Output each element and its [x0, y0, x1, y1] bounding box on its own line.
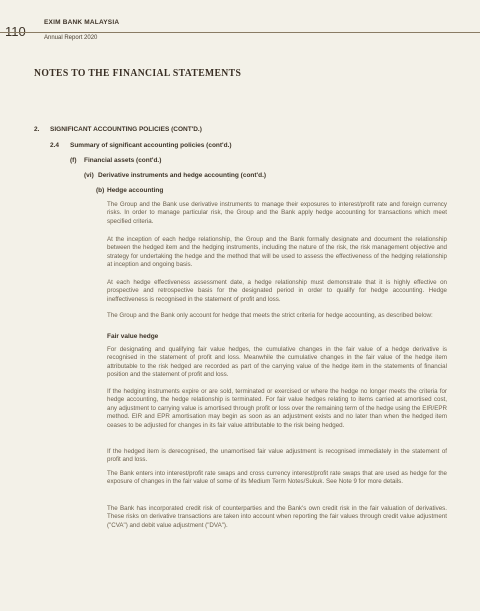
header-divider [0, 32, 480, 33]
heading-2-text: SIGNIFICANT ACCOUNTING POLICIES (CONT'D.) [50, 126, 202, 133]
heading-2-4-text: Summary of significant accounting policies (cont'd.) [70, 142, 232, 149]
heading-vi-number: (vi) [84, 172, 94, 179]
section-title: NOTES TO THE FINANCIAL STATEMENTS [34, 68, 242, 79]
heading-2-4 [50, 142, 232, 149]
heading-f [70, 157, 161, 164]
heading-2-number: 2. [34, 126, 40, 133]
page-number: 110 [5, 24, 26, 39]
paragraph-effectiveness: At each hedge effectiveness assessment date, a hedge relationship must demonstrate that it is highly effective on prospective and retrospective basis for the designated period in order to qualify for hedge accounting. Hedge ineffectiveness is recognised in the statement of profit and loss. [107, 279, 447, 303]
paragraph-fair-value-designation: For designating and qualifying fair value hedges, the cumulative changes in the fair value of a hedge derivative is recognised in the statement of profit and loss. Meanwhile the cumulative changes in the fair value of the hedge item attributable to the risk hedged are recorded as part of the carrying value of the hedge item in the statements of financial position and the statement of profit and loss. [107, 346, 447, 379]
paragraph-derivative-use: The Group and the Bank use derivative instruments to manage their exposures to interest/profit rate and foreign currency risks. In order to manage particular risk, the Group and the Bank apply hedge accounting for transactions which meet specified criteria. [107, 201, 447, 225]
paragraph-hedge-termination: If the hedging instruments expire or are sold, terminated or exercised or where the hedge no longer meets the criteria for hedge accounting, the hedge relationship is terminated. For fair value hedges relating to items carried at amortised cost, any adjustment to carrying value is amortised through profit or loss over the remaining term of the hedge using the EIR/EPR method. EIR and EPR amortisation may begin as soon as an adjustment exists and no later than when the hedged item ceases to be adjusted for changes in its fair value attributable to the risk being hedged. [107, 388, 447, 429]
paragraph-swaps: The Bank enters into interest/profit rate swaps and cross currency interest/profit rate swaps that are used as hedge for the exposure of changes in the fair value of some of its Medium Term Notes/Sukuk. See Note 9 for more details. [107, 470, 447, 486]
heading-f-number: (f) [70, 157, 77, 164]
heading-b-text: Hedge accounting [107, 187, 164, 194]
org-name: EXIM BANK MALAYSIA [44, 19, 120, 26]
heading-f-text: Financial assets (cont'd.) [84, 157, 162, 164]
heading-vi-text: Derivative instruments and hedge accounting (cont'd.) [98, 172, 267, 179]
heading-b-number: (b) [96, 187, 105, 194]
paragraph-hedge-inception: At the inception of each hedge relationship, the Group and the Bank formally designate and document the relationship between the hedged item and the hedging instruments, including the nature of the risk, the risk management objective and strategy for undertaking the hedge and the method that will be used to assess the effectiveness of the hedging relationship at inception and ongoing basis. [107, 236, 447, 269]
heading-2 [34, 126, 202, 133]
heading-2-4-number: 2.4 [50, 142, 60, 149]
subheading-fair-value-hedge: Fair value hedge [107, 333, 159, 340]
report-title: Annual Report 2020 [44, 35, 98, 41]
heading-vi [84, 172, 266, 179]
paragraph-credit-risk: The Bank has incorporated credit risk of counterparties and the Bank's own credit risk in the fair valuation of derivatives. These risks on derivative transactions are taken into account when reporting the fair values through credit value adjustment ("CVA") and debit value adjustment ("DVA"). [107, 505, 447, 529]
heading-b [96, 187, 163, 194]
paragraph-derecognition: If the hedged item is derecognised, the unamortised fair value adjustment is recognised immediately in the statement of profit and loss. [107, 448, 447, 464]
paragraph-strict-criteria: The Group and the Bank only account for hedge that meets the strict criteria for hedge accounting, as described below: [107, 312, 433, 319]
